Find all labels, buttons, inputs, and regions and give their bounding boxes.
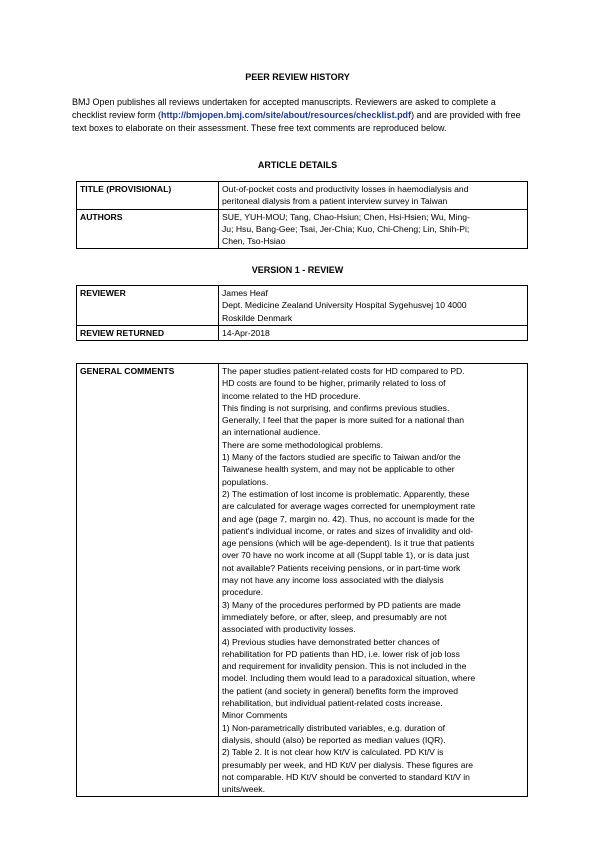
review-returned-row (77, 325, 528, 340)
general-comments-table (76, 363, 528, 797)
comment-line: 3) Many of the procedures performed by PD patients are made (222, 599, 461, 610)
comment-line: may not have any income loss associated with the dialysis (222, 575, 444, 586)
authors-line: Ju; Hsu, Bang-Gee; Tsai, Jer-Chia; Kuo, Chi-Cheng; Lin, Shih-Pi; (222, 223, 470, 234)
authors-line: Chen, Tso-Hsiao (222, 236, 286, 247)
comment-line: Taiwanese health system, and may not be applicable to other (222, 464, 455, 475)
authors-value (219, 209, 528, 249)
comment-line: presumably per week, and HD Kt/V per dialysis. These figures are (222, 759, 474, 770)
comment-line: age pensions (which will be age-dependent). Is it true that patients (222, 538, 475, 549)
comment-line: 2) The estimation of lost income is problematic. Apparently, these (222, 488, 470, 499)
page-title: PEER REVIEW HISTORY (245, 72, 350, 82)
comment-line: rehabilitation, but individual patient-related costs increase. (222, 698, 443, 709)
comment-line: This finding is not surprising, and confirms previous studies. (222, 402, 450, 413)
authors-line: SUE, YUH-MOU; Tang, Chao-Hsiun; Chen, Hsi-Hsien; Wu, Ming- (222, 211, 470, 222)
comment-line: 1) Many of the factors studied are specific to Taiwan and/or the (222, 452, 461, 463)
authors-label: AUTHORS (77, 209, 219, 249)
comment-line: an international audience. (222, 427, 321, 438)
article-details-heading: ARTICLE DETAILS (257, 160, 338, 170)
reviewer-label: REVIEWER (77, 286, 219, 326)
comment-line: dialysis, should (also) be reported as median values (IQR). (222, 734, 446, 745)
checklist-link[interactable]: http://bmjopen.bmj.com/site/about/resources/checklist.pdf (161, 110, 412, 120)
reviewer-value (219, 286, 528, 326)
comment-line: income related to the HD procedure. (222, 390, 361, 401)
article-details-table (76, 181, 528, 249)
comment-line: and age (page 7, margin no. 42). Thus, no account is made for the (222, 513, 475, 524)
comment-line: are calculated for average wages corrected for unemployment rate (222, 501, 476, 512)
general-comments-row (77, 364, 528, 797)
comment-line: populations. (222, 476, 269, 487)
comment-line: not available? Patients receiving pensions, or in part-time work (222, 562, 461, 573)
comment-line: not comparable. HD Kt/V should be converted to standard Kt/V in (222, 771, 470, 782)
comment-line: the patient (and society in general) benefits form the improved (222, 685, 458, 696)
title-line: Out-of-pocket costs and productivity losses in haemodialysis and (222, 184, 469, 194)
review-returned-value: 14-Apr-2018 (219, 325, 528, 340)
title-value (219, 182, 528, 210)
comment-line: patient's individual income, or rates and sizes of invalidity and old- (222, 525, 473, 536)
general-comments-label: GENERAL COMMENTS (77, 364, 219, 797)
comment-line: The paper studies patient-related costs for HD compared to PD. (222, 366, 465, 376)
comment-line: HD costs are found to be higher, primarily related to loss of (222, 378, 446, 389)
comment-line: 1) Non-parametrically distributed variables, e.g. duration of (222, 722, 446, 733)
comment-line: over 70 have no work income at all (Suppl table 1), or is data just (222, 550, 469, 561)
general-comments-body (219, 364, 528, 797)
comment-line: 4) Previous studies have demonstrated better chances of (222, 636, 440, 647)
reviewer-line: James Heaf (222, 288, 268, 298)
comment-line: Generally, I feel that the paper is more suited for a national than (222, 415, 465, 426)
intro-text-after: ) and are provided with free text boxes to elaborate on their assessment. These free text comments are reproduced below. (72, 110, 521, 133)
authors-row (77, 209, 528, 249)
comment-line: units/week. (222, 784, 265, 795)
version-heading: VERSION 1 - REVIEW (251, 265, 344, 275)
intro-text-before: BMJ Open publishes all reviews undertaken for accepted manuscripts. Reviewers are asked to complete a checklist review form ( (72, 97, 496, 120)
reviewer-line: Dept. Medicine Zealand University Hospital Sygehusvej 10 4000 (222, 300, 467, 311)
comment-line: model. Including them would lead to a paradoxical situation, where (222, 673, 476, 684)
comment-line: rehabilitation for PD patients than HD, i.e. lower risk of job loss (222, 648, 460, 659)
reviewer-row (77, 286, 528, 326)
reviewer-line: Roskilde Denmark (222, 312, 293, 323)
reviewer-table (76, 285, 528, 341)
comment-line: and requirement for invalidity pension. This is not included in the (222, 661, 467, 672)
comment-line: immediately before, or after, sleep, and presumably are not (222, 611, 447, 622)
title-line: peritoneal dialysis from a patient interview survey in Taiwan (222, 196, 448, 207)
intro-paragraph (72, 96, 528, 135)
title-label: TITLE (PROVISIONAL) (77, 182, 219, 210)
comment-line: 2) Table 2. It is not clear how Kt/V is calculated. PD Kt/V is (222, 747, 444, 758)
comment-line: procedure. (222, 587, 264, 598)
review-returned-label: REVIEW RETURNED (77, 325, 219, 340)
title-row (77, 182, 528, 210)
comment-line: There are some methodological problems. (222, 439, 383, 450)
comment-line: associated with productivity losses. (222, 624, 356, 635)
comment-line: Minor Comments (222, 710, 288, 721)
